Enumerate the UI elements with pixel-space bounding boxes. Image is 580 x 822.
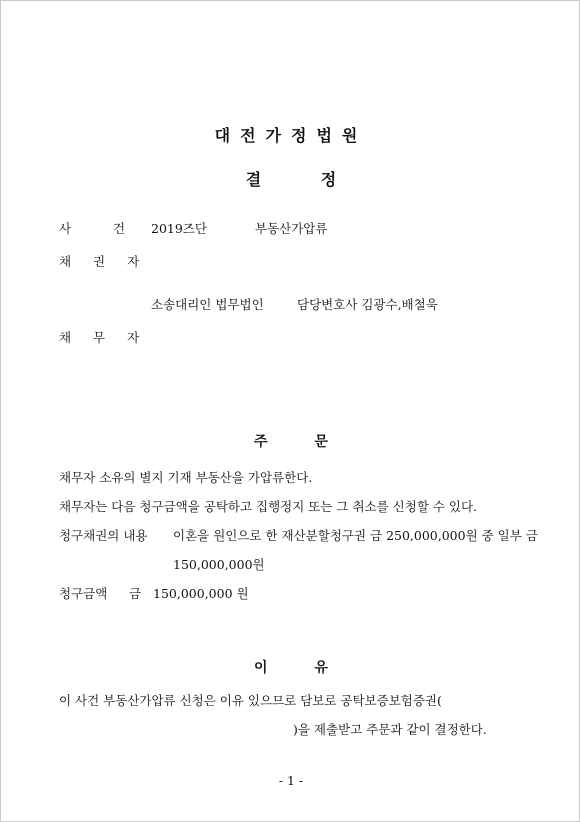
order-line-2: 채무자는 다음 청구금액을 공탁하고 집행정지 또는 그 취소를 신청할 수 있다.: [59, 499, 478, 514]
document-title: 결 정: [245, 170, 337, 189]
case-label-1: 사: [59, 221, 72, 236]
amount-prefix: 금: [129, 586, 142, 601]
claim-amount: 150,000,000원: [173, 557, 265, 572]
agent-label: 소송대리인 법무법인: [151, 297, 264, 312]
amount-label: 청구금액: [59, 586, 108, 601]
creditor-label: 채 권 자: [59, 254, 149, 269]
debtor-label: 채 무 자: [59, 330, 149, 345]
reason-line-1: 이 사건 부동산가압류 신청은 이유 있으므로 담보로 공탁보증보험증권(: [59, 693, 442, 708]
case-name: 부동산가압류: [255, 221, 328, 236]
order-line-1: 채무자 소유의 별지 기재 부동산을 가압류한다.: [59, 470, 313, 485]
amount-value: 150,000,000 원: [153, 586, 249, 601]
reason-line-2: )을 제출받고 주문과 같이 결정한다.: [293, 722, 487, 737]
case-label-2: 건: [113, 221, 126, 236]
claim-content: 이혼을 원인으로 한 재산분할청구권 금 250,000,000원 중 일부 금: [173, 528, 538, 543]
reason-heading: 이 유: [254, 660, 328, 676]
page-number: - 1 -: [278, 773, 304, 788]
agent-detail: 담당변호사 김광수,배철욱: [297, 297, 438, 312]
claim-label: 청구채권의 내용: [59, 528, 148, 543]
order-heading: 주 문: [254, 434, 328, 450]
case-number: 2019즈단: [151, 221, 207, 236]
court-name: 대전가정법원: [214, 126, 368, 145]
